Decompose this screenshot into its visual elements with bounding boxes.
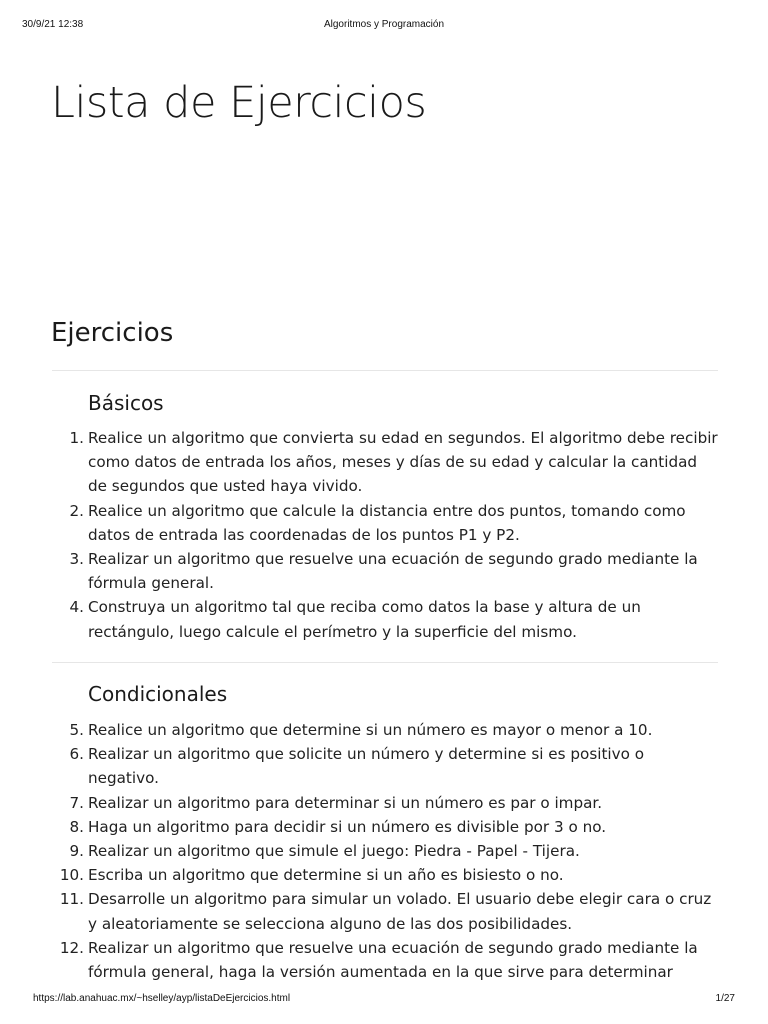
list-item bbox=[52, 815, 718, 839]
list-item bbox=[52, 547, 718, 595]
item-number: 10. bbox=[59, 866, 84, 885]
item-text: Realizar un algoritmo que resuelve una ecuación de segundo grado mediante la fórmula general, haga la versión aumentada en la que sirve para determinar bbox=[88, 938, 698, 982]
list-item bbox=[52, 839, 718, 863]
item-number: 7. bbox=[69, 793, 84, 812]
exercise-list-condicionales bbox=[52, 718, 718, 984]
item-number: 6. bbox=[69, 745, 84, 764]
item-number: 12. bbox=[59, 938, 84, 957]
exercise-list-basicos bbox=[52, 426, 718, 644]
item-text: Desarrolle un algoritmo para simular un volado. El usuario debe elegir cara o cruz y aleatoriamente se selecciona alguno de las dos posibilidades. bbox=[88, 890, 712, 933]
item-number: 4. bbox=[69, 598, 84, 617]
item-text: Haga un algoritmo para decidir si un número es divisible por 3 o no. bbox=[88, 817, 607, 836]
list-item bbox=[52, 863, 718, 887]
list-item bbox=[52, 887, 718, 935]
list-item bbox=[52, 791, 718, 815]
item-text: Realice un algoritmo que determine si un número es mayor o menor a 10. bbox=[88, 721, 653, 739]
print-datetime: 30/9/21 12:38 bbox=[22, 19, 84, 30]
print-url: https://lab.anahuac.mx/~hselley/ayp/listaDeEjercicios.html bbox=[33, 993, 291, 1004]
subsection-title-condicionales: Condicionales bbox=[88, 682, 228, 706]
item-number: 11. bbox=[59, 890, 84, 909]
item-text: Realizar un algoritmo que simule el juego: Piedra - Papel - Tijera. bbox=[88, 842, 580, 861]
item-text: Realizar un algoritmo que solicite un número y determine si es positivo o negativo. bbox=[88, 745, 645, 788]
subsection-title-basicos: Básicos bbox=[88, 391, 164, 415]
item-text: Realice un algoritmo que convierta su edad en segundos. El algoritmo debe recibir como datos de entrada los años, meses y días de su edad y calcular la cantidad de segundos que usted haya vivido. bbox=[88, 429, 718, 496]
item-text: Realizar un algoritmo que resuelve una ecuación de segundo grado mediante la fórmula general. bbox=[88, 550, 698, 593]
page-title: Lista de Ejercicios bbox=[51, 78, 427, 128]
section-title: Ejercicios bbox=[51, 318, 174, 348]
item-number: 2. bbox=[69, 501, 84, 520]
item-number: 1. bbox=[69, 429, 84, 447]
list-item bbox=[52, 718, 718, 742]
list-item bbox=[52, 499, 718, 547]
page-number: 1/27 bbox=[715, 993, 735, 1004]
divider bbox=[52, 370, 718, 371]
list-item bbox=[52, 742, 718, 790]
list-item bbox=[52, 426, 718, 499]
item-text: Realice un algoritmo que calcule la distancia entre dos puntos, tomando como datos de entrada las coordenadas de los puntos P1 y P2. bbox=[88, 501, 686, 544]
item-text: Escriba un algoritmo que determine si un año es bisiesto o no. bbox=[88, 866, 564, 885]
list-item bbox=[52, 595, 718, 643]
divider bbox=[52, 662, 718, 663]
print-header-title: Algoritmos y Programación bbox=[323, 19, 445, 30]
list-item bbox=[52, 936, 718, 984]
item-number: 8. bbox=[69, 817, 84, 836]
item-text: Realizar un algoritmo para determinar si un número es par o impar. bbox=[88, 793, 603, 812]
item-text: Construya un algoritmo tal que reciba como datos la base y altura de un rectángulo, luego calcule el perímetro y la superficie del mismo. bbox=[88, 598, 641, 641]
item-number: 9. bbox=[69, 842, 84, 861]
item-number: 5. bbox=[69, 721, 84, 739]
item-number: 3. bbox=[69, 550, 84, 569]
